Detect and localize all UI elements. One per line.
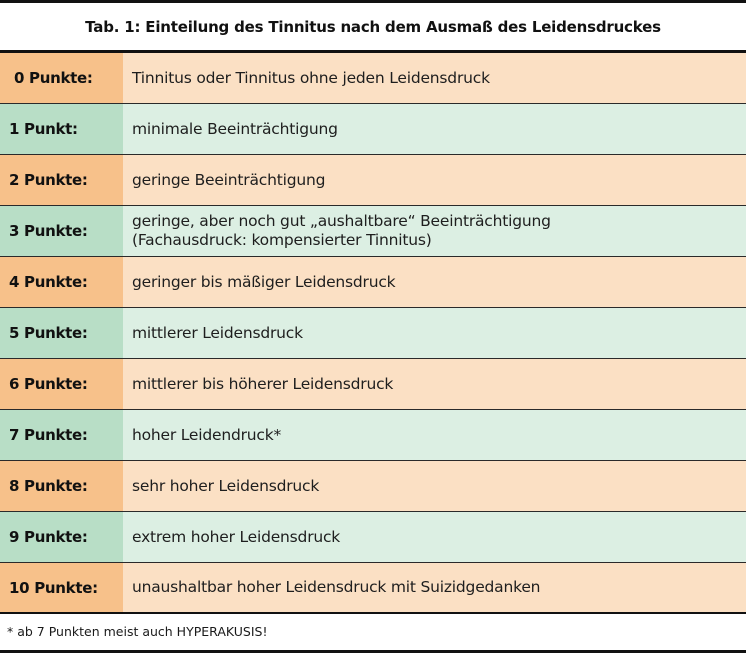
- description-cell: [123, 308, 746, 358]
- description-cell: [123, 257, 746, 307]
- description-line: extrem hoher Leidensdruck: [132, 527, 341, 546]
- table-row: [0, 512, 746, 563]
- table-row: [0, 257, 746, 308]
- points-label: 5 Punkte:: [0, 308, 123, 358]
- points-label: 7 Punkte:: [0, 410, 123, 460]
- points-label: 10 Punkte:: [0, 563, 123, 612]
- table-row: [0, 155, 746, 206]
- description-cell: [123, 206, 746, 256]
- description-line: geringe, aber noch gut „aushaltbare“ Beeinträchtigung: [132, 212, 551, 230]
- points-label: 6 Punkte:: [0, 359, 123, 409]
- description-line: (Fachausdruck: kompensierter Tinnitus): [132, 231, 432, 249]
- description-line: unaushaltbar hoher Leidensdruck mit Suizidgedanken: [132, 578, 541, 596]
- table-row: [0, 410, 746, 461]
- description-line: hoher Leidendruck*: [132, 425, 282, 444]
- description-line: geringer bis mäßiger Leidensdruck: [132, 272, 396, 291]
- points-label: 3 Punkte:: [0, 206, 123, 256]
- table-row: [0, 53, 746, 104]
- points-label: 4 Punkte:: [0, 257, 123, 307]
- footnote: * ab 7 Punkten meist auch HYPERAKUSIS!: [7, 624, 268, 639]
- points-label: 1 Punkt:: [0, 104, 123, 154]
- description-cell: [123, 563, 746, 612]
- points-label: 9 Punkte:: [0, 512, 123, 562]
- description-line: mittlerer Leidensdruck: [132, 323, 303, 342]
- description-line: geringe Beeinträchtigung: [132, 170, 326, 189]
- table-title: Tab. 1: Einteilung des Tinnitus nach dem Ausmaß des Leidensdruckes: [0, 3, 746, 53]
- table-row: [0, 104, 746, 155]
- description-cell: [123, 359, 746, 409]
- description-cell: [123, 512, 746, 562]
- table-row: [0, 308, 746, 359]
- description-line: minimale Beeinträchtigung: [132, 119, 338, 138]
- table-row: [0, 206, 746, 257]
- points-label: 2 Punkte:: [0, 155, 123, 205]
- points-label: 0 Punkte:: [0, 53, 123, 103]
- description-cell: [123, 461, 746, 511]
- description-cell: [123, 155, 746, 205]
- table-row: [0, 563, 746, 614]
- description-line: mittlerer bis höherer Leidensdruck: [132, 374, 394, 393]
- points-label: 8 Punkte:: [0, 461, 123, 511]
- description-cell: [123, 104, 746, 154]
- table-body: [0, 53, 746, 614]
- table-row: [0, 461, 746, 512]
- description-cell: [123, 53, 746, 103]
- description-line: sehr hoher Leidensdruck: [132, 476, 320, 495]
- description-line: Tinnitus oder Tinnitus ohne jeden Leidensdruck: [132, 68, 490, 87]
- description-cell: [123, 410, 746, 460]
- table-row: [0, 359, 746, 410]
